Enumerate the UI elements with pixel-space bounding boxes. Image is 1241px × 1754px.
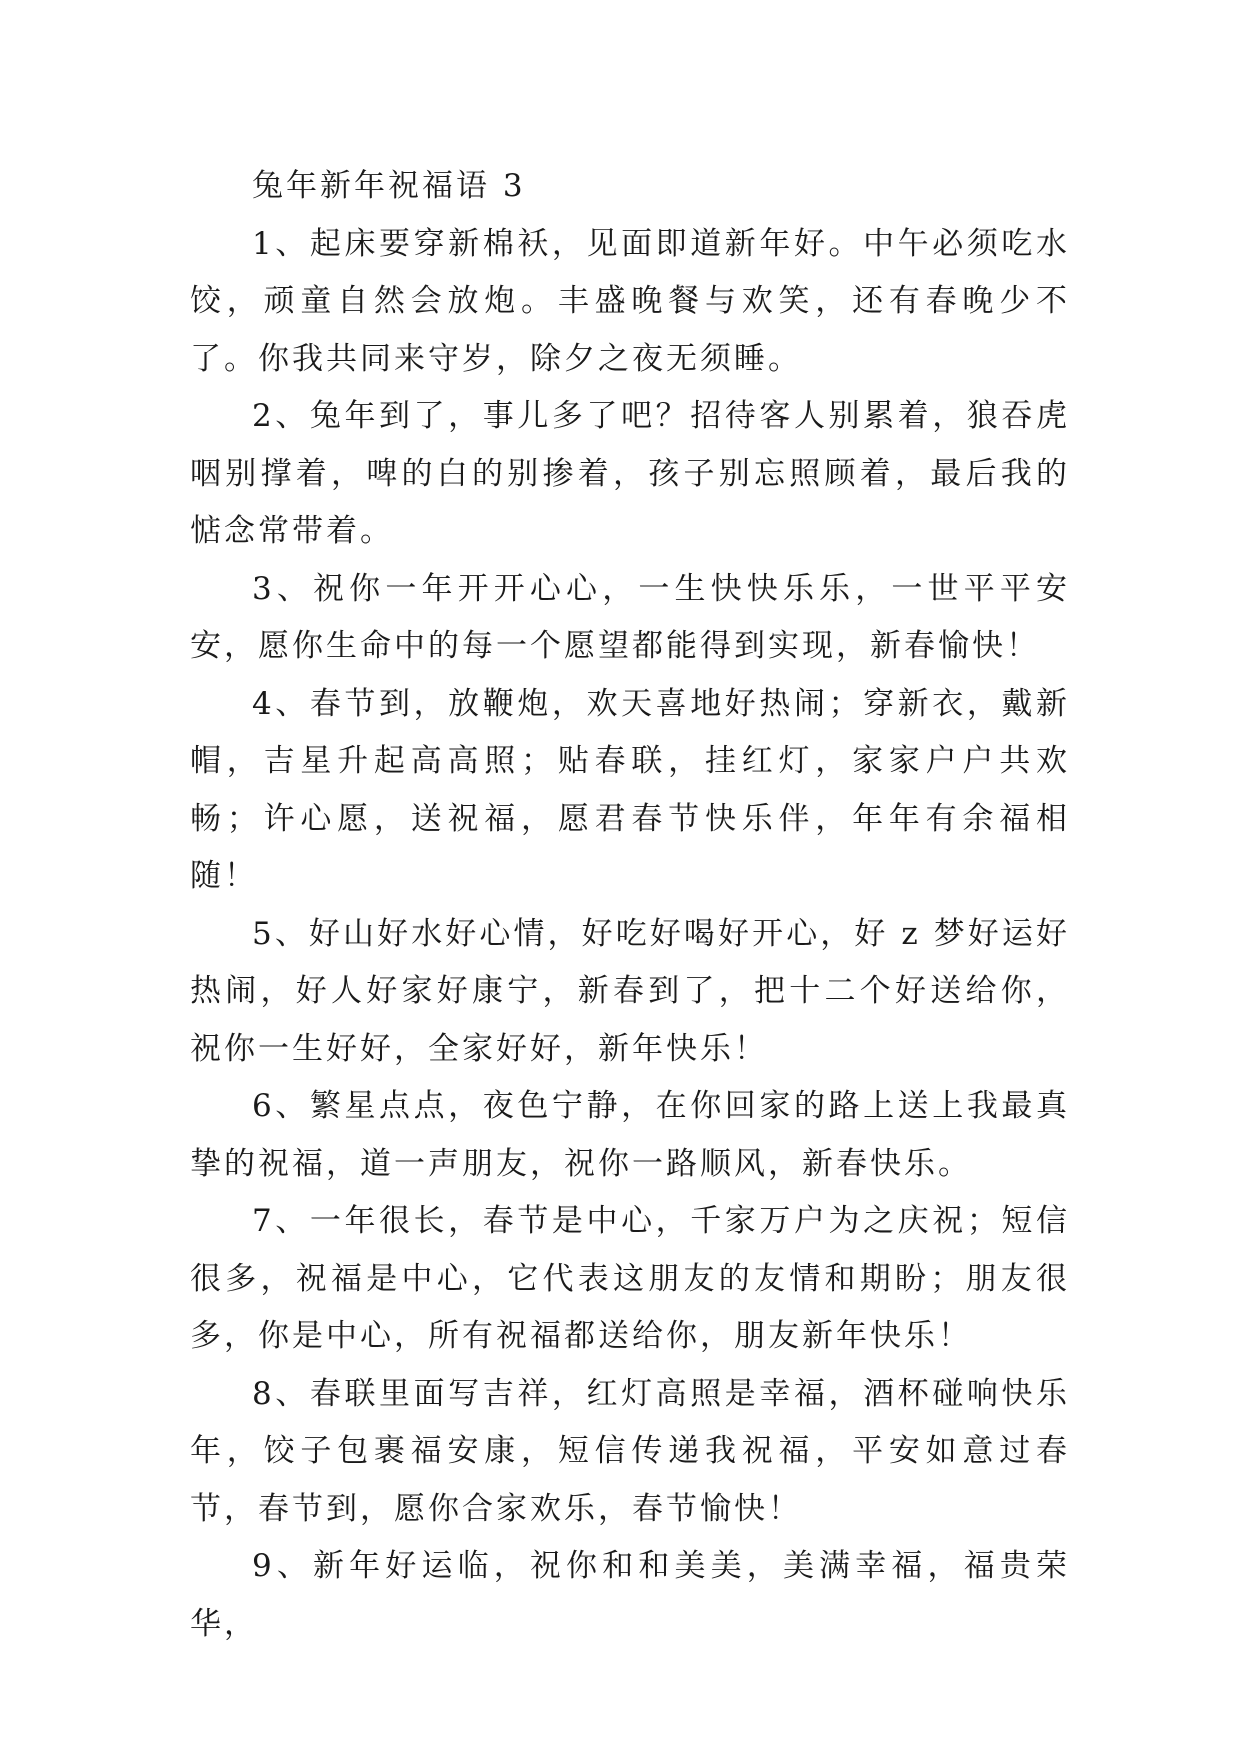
paragraph-7: 7、一年很长，春节是中心，千家万户为之庆祝；短信很多，祝福是中心，它代表这朋友的友情和期盼；朋友很多，你是中心，所有祝福都送给你，朋友新年快乐！ [190, 1203, 1070, 1354]
paragraph-5: 5、好山好水好心情，好吃好喝好开心，好 z 梦好运好热闹，好人好家好康宁，新春到了，把十二个好送给你，祝你一生好好，全家好好，新年快乐！ [190, 915, 1070, 1067]
paragraph-6: 6、繁星点点，夜色宁静，在你回家的路上送上我最真挚的祝福，道一声朋友，祝你一路顺风，新春快乐。 [190, 1088, 1070, 1182]
document-body [190, 158, 1070, 1653]
document-title: 兔年新年祝福语 3 [252, 168, 526, 204]
paragraph-8: 8、春联里面写吉祥，红灯高照是幸福，酒杯碰响快乐年，饺子包裹福安康，短信传递我祝福，平安如意过春节，春节到，愿你合家欢乐，春节愉快！ [190, 1375, 1070, 1527]
paragraph-2: 2、兔年到了，事儿多了吧？招待客人别累着，狼吞虎咽别撑着，啤的白的别掺着，孩子别忘照顾着，最后我的惦念常带着。 [190, 398, 1070, 549]
paragraph-3: 3、祝你一年开开心心，一生快快乐乐，一世平平安安，愿你生命中的每一个愿望都能得到实现，新春愉快！ [190, 570, 1070, 664]
paragraph-4: 4、春节到，放鞭炮，欢天喜地好热闹；穿新衣，戴新帽，吉星升起高高照；贴春联，挂红灯，家家户户共欢畅；许心愿，送祝福，愿君春节快乐伴，年年有余福相随！ [190, 685, 1070, 894]
paragraph-9: 9、新年好运临，祝你和和美美，美满幸福，福贵荣华， [190, 1548, 1070, 1642]
paragraph-1: 1、起床要穿新棉袄，见面即道新年好。中午必须吃水饺，顽童自然会放炮。丰盛晚餐与欢笑，还有春晚少不了。你我共同来守岁，除夕之夜无须睡。 [190, 225, 1070, 377]
